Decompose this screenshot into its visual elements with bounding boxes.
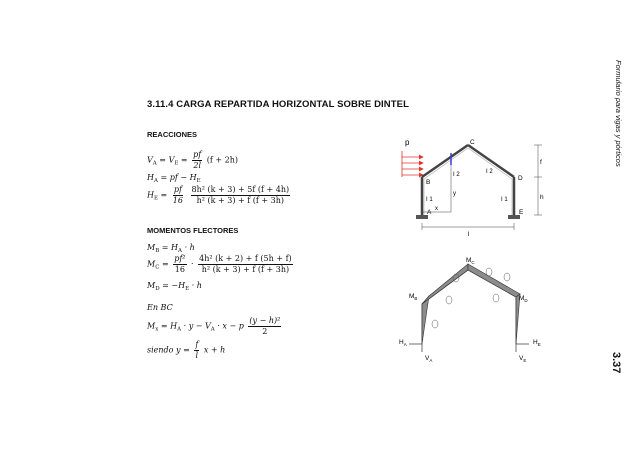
support-e-label: E <box>519 209 524 216</box>
moment-mb-label: $M_B$ <box>409 293 418 301</box>
formula-mc: $M_C$ = $\frac{\text{pf²}}{16}$ · $\frac{\text{4h² (k + 2) + f (5h + f)}}{\text{h² (k + 3) + f (f + 3h)}}$ <box>147 254 292 274</box>
side-running-title-text: Formulario para vigas y pórticos <box>614 60 623 167</box>
moment-frame-outline <box>422 270 516 344</box>
frame-diagram <box>395 133 565 243</box>
reaction-ve-label: $V_E$ <box>519 355 527 363</box>
moment-md-label: $M_D$ <box>519 295 528 303</box>
formula-mb: $M_B = H_A \cdot h$ <box>147 243 195 254</box>
reaction-va-label: $V_A$ <box>425 355 433 363</box>
reaction-ha-label: $H_A$ <box>399 339 407 347</box>
distributed-load-arrows <box>402 151 423 177</box>
inertia-i1-right: I 1 <box>501 197 508 203</box>
page-number <box>606 352 628 392</box>
rotation-symbols <box>432 268 510 328</box>
dim-x-label: x <box>435 206 438 212</box>
section-title: 3.11.4 CARGA REPARTIDA HORIZONTAL SOBRE DINTEL <box>147 99 410 110</box>
joint-d-label: D <box>518 175 523 182</box>
inertia-i1-left: I 1 <box>426 197 433 203</box>
moment-diagram <box>395 252 565 372</box>
joint-c-label: C <box>470 139 475 146</box>
reaction-he-label: $H_E$ <box>533 339 541 347</box>
reaction-arrows <box>409 344 529 352</box>
load-label: p <box>405 138 410 147</box>
dim-f-label: f <box>540 159 542 166</box>
page-number-text: 3.37 <box>610 352 622 374</box>
moment-mc-label: $M_C$ <box>466 257 475 265</box>
en-bc-label: En BC <box>147 303 173 312</box>
frame-members <box>422 145 514 215</box>
formula-md: $M_D = -H_E \cdot h$ <box>147 281 202 292</box>
formula-va-ve: $V_A = V_E$ = $\frac{pf}{2l}$ (f + 2h) <box>147 150 239 170</box>
reacciones-heading: REACCIONES <box>147 130 198 139</box>
dim-h-label: h <box>540 194 544 201</box>
joint-b-label: B <box>426 179 431 186</box>
dim-l-label: l <box>468 231 470 238</box>
inertia-i2-left: I 2 <box>453 172 460 178</box>
formula-ha: $H_A$ = pf − $H_E$ <box>147 173 201 184</box>
formula-mx: $M_x = H_A \cdot y - V_A \cdot x - p$ $\frac{\text{(y − h)²}}{2}$ <box>147 316 281 336</box>
dim-y-label: y <box>453 191 456 197</box>
side-running-title <box>609 60 629 210</box>
inertia-i2-right: I 2 <box>486 169 493 175</box>
support-a-label: A <box>427 209 432 216</box>
formula-siendo: siendo y = $\frac{f}{l}$ x + h <box>147 340 226 360</box>
formula-he: $H_E$ = $\frac{pf}{16}$ $\frac{\text{8h² (k + 3) + 5f (f + 4h)}}{\text{h² (k + 3) + f (f + 3h)}}$ <box>147 185 290 205</box>
momentos-heading: MOMENTOS FLECTORES <box>147 226 239 235</box>
moment-fill-areas <box>422 264 520 344</box>
